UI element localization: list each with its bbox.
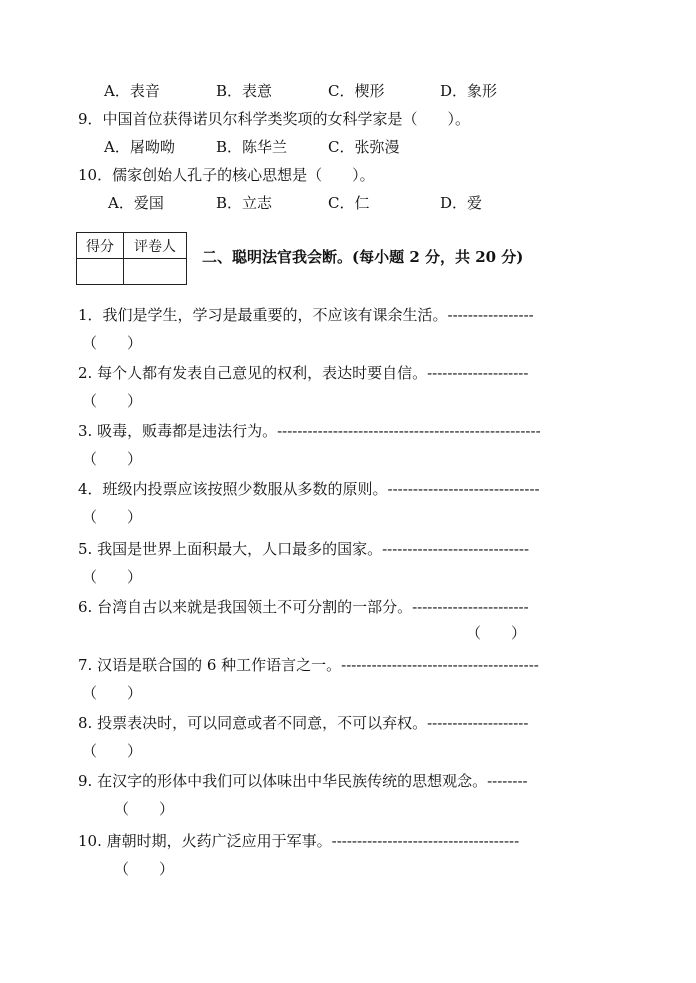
judge-item-1-text: 1．我们是学生，学习是最重要的，不应该有课余生活。----------------- bbox=[78, 306, 534, 324]
judge-item-2-answer[interactable]: （ ） bbox=[82, 392, 143, 410]
judge-item-8-text: 8. 投票表决时，可以同意或者不同意，不可以弃权。-------------------- bbox=[78, 714, 529, 732]
judge-item-6-answer[interactable]: （ ） bbox=[466, 624, 527, 642]
judge-item-9-answer[interactable]: （ ） bbox=[114, 800, 175, 818]
q8-option-b: B．表意 bbox=[216, 82, 273, 100]
q9-option-c: C．张弥漫 bbox=[328, 138, 400, 156]
judge-item-6-text: 6. 台湾自古以来就是我国领土不可分割的一部分。----------------------- bbox=[78, 598, 529, 616]
judge-item-8-answer[interactable]: （ ） bbox=[82, 742, 143, 760]
judge-item-2-text: 2. 每个人都有发表自己意见的权利，表达时要自信。-------------------- bbox=[78, 364, 529, 382]
judge-item-1-answer[interactable]: （ ） bbox=[82, 334, 143, 352]
q10-text: 10．儒家创始人孔子的核心思想是（ ）。 bbox=[78, 166, 375, 184]
q8-option-c: C．楔形 bbox=[328, 82, 385, 100]
judge-item-3-text: 3. 吸毒，贩毒都是违法行为。---------------------------------------------------- bbox=[78, 422, 541, 440]
q10-option-d: D．爱 bbox=[440, 194, 483, 212]
q10-option-a: A．爱国 bbox=[108, 194, 164, 212]
judge-item-4-answer[interactable]: （ ） bbox=[82, 508, 143, 526]
score-header: 得分 bbox=[77, 233, 124, 259]
q9-option-a: A．屠呦呦 bbox=[104, 138, 175, 156]
judge-item-9-text: 9. 在汉字的形体中我们可以体味出中华民族传统的思想观念。-------- bbox=[78, 772, 528, 790]
score-box bbox=[76, 232, 187, 285]
q8-option-d: D．象形 bbox=[440, 82, 498, 100]
judge-item-3-answer[interactable]: （ ） bbox=[82, 450, 143, 468]
q9-option-b: B．陈华兰 bbox=[216, 138, 288, 156]
judge-item-10-answer[interactable]: （ ） bbox=[114, 860, 175, 878]
q10-option-b: B．立志 bbox=[216, 194, 273, 212]
judge-item-7-answer[interactable]: （ ） bbox=[82, 684, 143, 702]
q10-option-c: C．仁 bbox=[328, 194, 370, 212]
q9-text: 9．中国首位获得诺贝尔科学类奖项的女科学家是（ ）。 bbox=[78, 110, 471, 128]
judge-item-4-text: 4．班级内投票应该按照少数服从多数的原则。------------------------------ bbox=[78, 480, 540, 498]
judge-item-10-text: 10. 唐朝时期，火药广泛应用于军事。------------------------------------- bbox=[78, 832, 520, 850]
section-2-title: 二、聪明法官我会断。(每小题 2 分，共 20 分) bbox=[202, 248, 524, 266]
grader-header: 评卷人 bbox=[124, 233, 187, 259]
score-cell[interactable] bbox=[77, 259, 124, 285]
judge-item-5-text: 5. 我国是世界上面积最大，人口最多的国家。----------------------------- bbox=[78, 540, 530, 558]
q8-option-a: A．表音 bbox=[104, 82, 160, 100]
grader-cell[interactable] bbox=[124, 259, 187, 285]
judge-item-7-text: 7. 汉语是联合国的 6 种工作语言之一。--------------------------------------- bbox=[78, 656, 539, 674]
judge-item-5-answer[interactable]: （ ） bbox=[82, 568, 143, 586]
